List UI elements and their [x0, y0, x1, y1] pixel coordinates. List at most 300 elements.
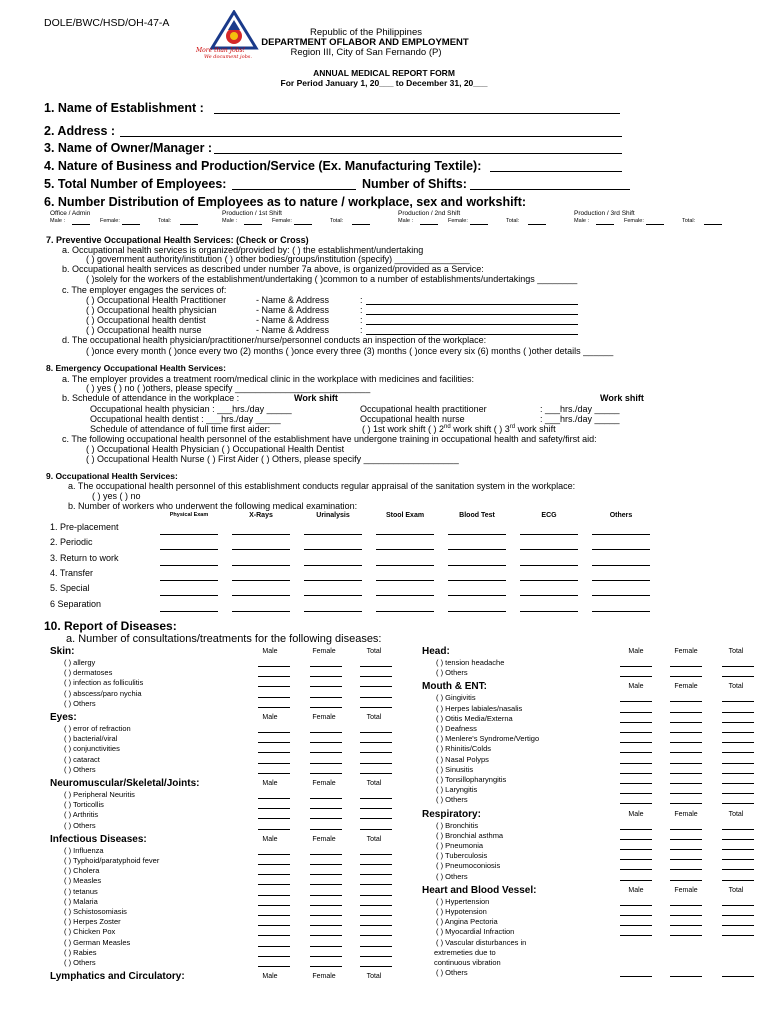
exam-input[interactable] — [376, 549, 434, 550]
disease-count-input[interactable] — [722, 793, 754, 794]
exam-input[interactable] — [448, 549, 506, 550]
exam-input[interactable] — [592, 534, 650, 535]
disease-count-input[interactable] — [722, 722, 754, 723]
disease-count-input[interactable] — [620, 742, 652, 743]
exam-input[interactable] — [448, 580, 506, 581]
disease-count-input[interactable] — [670, 742, 702, 743]
disease-item: ( ) Malaria — [64, 896, 98, 906]
disease-count-input[interactable] — [670, 666, 702, 667]
exam-row-label: 2. Periodic — [50, 537, 93, 548]
exam-input[interactable] — [448, 611, 506, 612]
exam-input[interactable] — [376, 565, 434, 566]
disease-count-input[interactable] — [620, 732, 652, 733]
disease-item: ( ) Herpes Zoster — [64, 917, 121, 927]
distribution-group-label: Office / Admin — [50, 210, 91, 217]
disease-count-input[interactable] — [310, 686, 342, 687]
disease-count-input[interactable] — [258, 742, 290, 743]
disease-count-input[interactable] — [670, 839, 702, 840]
exam-input[interactable] — [160, 565, 218, 566]
s7-name-address-4: - Name & Address — [256, 325, 330, 335]
disease-count-input[interactable] — [258, 864, 290, 865]
disease-count-input[interactable] — [310, 808, 342, 809]
disease-count-input[interactable] — [258, 829, 290, 830]
disease-count-input[interactable] — [310, 732, 342, 733]
disease-count-input[interactable] — [360, 935, 392, 936]
disease-count-input[interactable] — [620, 712, 652, 713]
disease-count-input[interactable] — [722, 752, 754, 753]
disease-item: ( ) Bronchitis — [436, 820, 479, 830]
disease-count-input[interactable] — [722, 935, 754, 936]
disease-count-input[interactable] — [620, 905, 652, 906]
disease-count-input[interactable] — [360, 686, 392, 687]
exam-input[interactable] — [448, 565, 506, 566]
disease-item: extremeties due to — [434, 947, 496, 957]
disease-item: ( ) Sinusitis — [436, 764, 474, 774]
disease-item: ( ) Gingivitis — [436, 693, 476, 703]
disease-item: ( ) Peripheral Neuritis — [64, 790, 135, 799]
disease-item: ( ) tetanus — [64, 886, 98, 896]
disease-count-input[interactable] — [310, 697, 342, 698]
disease-count-input[interactable] — [310, 966, 342, 967]
s7-colon-2: : — [360, 305, 363, 315]
exam-column-header: Others — [609, 512, 633, 519]
disease-item: ( ) Angina Pectoria — [436, 917, 498, 927]
disease-count-input[interactable] — [258, 905, 290, 906]
s8-dentist: Occupational health dentist : ___hrs./day _____ — [90, 414, 281, 424]
disease-count-input[interactable] — [620, 869, 652, 870]
disease-item: ( ) Menlere's Syndrome/Vertigo — [436, 734, 540, 744]
s7-name-input-1[interactable] — [366, 304, 578, 305]
disease-count-input[interactable] — [258, 732, 290, 733]
disease-count-input[interactable] — [258, 915, 290, 916]
disease-count-input[interactable] — [620, 849, 652, 850]
exam-input[interactable] — [376, 595, 434, 596]
exam-input[interactable] — [232, 580, 290, 581]
disease-count-input[interactable] — [258, 676, 290, 677]
disease-count-input[interactable] — [670, 905, 702, 906]
s8-c3: ( ) Occupational Health Nurse ( ) First Aider ( ) Others, please specify ___________________ — [86, 454, 459, 464]
s7-name-input-2[interactable] — [366, 314, 578, 315]
field-shifts-input[interactable] — [470, 189, 630, 190]
disease-count-input[interactable] — [360, 895, 392, 896]
disease-count-input[interactable] — [360, 742, 392, 743]
disease-count-input[interactable] — [310, 925, 342, 926]
disease-count-input[interactable] — [670, 676, 702, 677]
disease-count-input[interactable] — [360, 818, 392, 819]
disease-item: ( ) error of refraction — [64, 724, 131, 733]
field-address-input[interactable] — [120, 136, 622, 137]
exam-input[interactable] — [304, 611, 362, 612]
disease-count-input[interactable] — [722, 676, 754, 677]
disease-group-title: Infectious Diseases: — [50, 833, 147, 845]
exam-input[interactable] — [376, 611, 434, 612]
exam-input[interactable] — [232, 549, 290, 550]
exam-input[interactable] — [592, 595, 650, 596]
disease-count-input[interactable] — [722, 905, 754, 906]
disease-count-input[interactable] — [722, 880, 754, 881]
disease-count-input[interactable] — [722, 773, 754, 774]
disease-mft-header: Male — [628, 683, 644, 691]
disease-count-input[interactable] — [360, 905, 392, 906]
exam-input[interactable] — [232, 565, 290, 566]
disease-count-input[interactable] — [258, 874, 290, 875]
disease-count-input[interactable] — [722, 803, 754, 804]
exam-input[interactable] — [592, 565, 650, 566]
exam-input[interactable] — [160, 534, 218, 535]
disease-count-input[interactable] — [258, 956, 290, 957]
disease-item: ( ) Others — [436, 795, 468, 805]
distribution-input[interactable] — [294, 224, 312, 225]
disease-mft-header: Male — [262, 780, 278, 787]
disease-count-input[interactable] — [722, 732, 754, 733]
disease-count-input[interactable] — [258, 966, 290, 967]
disease-count-input[interactable] — [310, 874, 342, 875]
disease-group-title: Head: — [422, 646, 450, 657]
disease-count-input[interactable] — [258, 884, 290, 885]
disease-count-input[interactable] — [722, 859, 754, 860]
exam-input[interactable] — [592, 549, 650, 550]
disease-count-input[interactable] — [620, 666, 652, 667]
disease-count-input[interactable] — [722, 783, 754, 784]
disease-count-input[interactable] — [360, 763, 392, 764]
distribution-input[interactable] — [72, 224, 90, 225]
disease-count-input[interactable] — [310, 742, 342, 743]
field-distribution-label: 6. Number Distribution of Employees as to nature / workplace, sex and workshift: — [44, 195, 527, 209]
disease-count-input[interactable] — [360, 752, 392, 753]
disease-item: ( ) infection as folliculitis — [64, 678, 144, 688]
disease-count-input[interactable] — [310, 854, 342, 855]
disease-count-input[interactable] — [310, 935, 342, 936]
disease-count-input[interactable] — [360, 808, 392, 809]
disease-count-input[interactable] — [620, 752, 652, 753]
distribution-sub-label: Male : — [574, 218, 589, 224]
disease-count-input[interactable] — [722, 849, 754, 850]
exam-input[interactable] — [304, 549, 362, 550]
distribution-input[interactable] — [122, 224, 140, 225]
disease-count-input[interactable] — [670, 849, 702, 850]
s8-work-shift-1: Work shift — [294, 393, 338, 403]
disease-item: ( ) Laryngitis — [436, 785, 478, 795]
disease-mft-header: Total — [728, 810, 744, 818]
exam-input[interactable] — [304, 580, 362, 581]
s9-title: 9. Occupational Health Services: — [46, 471, 178, 481]
disease-item: ( ) Typhoid/paratyphoid fever — [64, 856, 160, 865]
disease-count-input[interactable] — [670, 722, 702, 723]
disease-count-input[interactable] — [620, 829, 652, 830]
distribution-sub-label: Male : — [398, 218, 413, 224]
distribution-input[interactable] — [646, 224, 664, 225]
exam-input[interactable] — [376, 534, 434, 535]
disease-count-input[interactable] — [360, 925, 392, 926]
s8-first-aider: Schedule of attendance of full time first aider: — [90, 424, 271, 434]
disease-count-input[interactable] — [670, 803, 702, 804]
disease-count-input[interactable] — [722, 829, 754, 830]
disease-count-input[interactable] — [360, 798, 392, 799]
exam-input[interactable] — [520, 611, 578, 612]
disease-count-input[interactable] — [670, 915, 702, 916]
exam-input[interactable] — [520, 534, 578, 535]
s7-a2: ( ) government authority/institution ( ) other bodies/groups/institution (specify) _______________ — [86, 254, 470, 264]
disease-count-input[interactable] — [670, 869, 702, 870]
disease-item: ( ) conjunctivities — [64, 744, 120, 754]
disease-count-input[interactable] — [258, 946, 290, 947]
exam-column-header: X-Rays — [249, 512, 273, 519]
disease-count-input[interactable] — [360, 864, 392, 865]
disease-count-input[interactable] — [620, 935, 652, 936]
distribution-input[interactable] — [470, 224, 488, 225]
disease-count-input[interactable] — [258, 925, 290, 926]
disease-group-title: Eyes: — [50, 712, 77, 723]
disease-item: ( ) Deafness — [436, 724, 477, 733]
disease-count-input[interactable] — [670, 701, 702, 702]
disease-count-input[interactable] — [310, 752, 342, 753]
disease-count-input[interactable] — [670, 712, 702, 713]
disease-item: ( ) Hypotension — [436, 907, 487, 916]
disease-mft-header: Male — [262, 714, 278, 721]
disease-count-input[interactable] — [670, 752, 702, 753]
s8-practitioner: Occupational health practitioner — [360, 404, 487, 414]
disease-count-input[interactable] — [360, 915, 392, 916]
disease-count-input[interactable] — [722, 701, 754, 702]
exam-input[interactable] — [520, 580, 578, 581]
disease-count-input[interactable] — [360, 697, 392, 698]
s7-d1: d. The occupational health physician/practitioner/nurse/personnel conducts an inspection of the workplace: — [62, 335, 487, 345]
disease-count-input[interactable] — [670, 783, 702, 784]
field-nature-input[interactable] — [490, 171, 622, 172]
distribution-input[interactable] — [180, 224, 198, 225]
exam-input[interactable] — [592, 611, 650, 612]
disease-count-input[interactable] — [310, 829, 342, 830]
disease-mft-header: Total — [728, 648, 744, 655]
disease-count-input[interactable] — [310, 905, 342, 906]
disease-count-input[interactable] — [620, 976, 652, 977]
distribution-sub-label: Female: — [624, 218, 644, 224]
disease-item: ( ) Schistosomiasis — [64, 907, 127, 916]
exam-input[interactable] — [232, 611, 290, 612]
disease-item: ( ) Measles — [64, 876, 102, 886]
distribution-group-label: Production / 2nd Shift — [398, 210, 461, 217]
disease-count-input[interactable] — [620, 701, 652, 702]
disease-count-input[interactable] — [310, 707, 342, 708]
s7-name-input-3[interactable] — [366, 324, 578, 325]
disease-count-input[interactable] — [620, 763, 652, 764]
disease-count-input[interactable] — [360, 732, 392, 733]
disease-count-input[interactable] — [310, 895, 342, 896]
exam-input[interactable] — [448, 595, 506, 596]
disease-count-input[interactable] — [360, 884, 392, 885]
field-owner-label: 3. Name of Owner/Manager : — [44, 141, 213, 155]
disease-item: ( ) Herpes labiales/nasalis — [436, 703, 523, 713]
exam-input[interactable] — [232, 595, 290, 596]
disease-item: ( ) Rabies — [64, 947, 97, 957]
disease-count-input[interactable] — [620, 783, 652, 784]
disease-count-input[interactable] — [620, 803, 652, 804]
form-title: ANNUAL MEDICAL REPORT FORM — [313, 68, 455, 78]
disease-count-input[interactable] — [620, 915, 652, 916]
disease-count-input[interactable] — [670, 773, 702, 774]
disease-item: ( ) Influenza — [64, 845, 104, 855]
disease-count-input[interactable] — [722, 869, 754, 870]
disease-item: ( ) Others — [436, 968, 468, 978]
disease-count-input[interactable] — [670, 859, 702, 860]
disease-count-input[interactable] — [310, 946, 342, 947]
disease-count-input[interactable] — [620, 839, 652, 840]
disease-count-input[interactable] — [360, 676, 392, 677]
disease-count-input[interactable] — [360, 946, 392, 947]
disease-count-input[interactable] — [722, 915, 754, 916]
disease-count-input[interactable] — [670, 976, 702, 977]
s9-a1: a. The occupational health personnel of this establishment conducts regular appraisal of the sanitation system in the workplace: — [68, 481, 576, 491]
field-establishment-input[interactable] — [214, 113, 620, 114]
distribution-input[interactable] — [528, 224, 546, 225]
s7-colon-4: : — [360, 325, 363, 335]
s10-title: 10. Report of Diseases: — [44, 619, 177, 633]
disease-count-input[interactable] — [310, 818, 342, 819]
exam-input[interactable] — [160, 595, 218, 596]
exam-input[interactable] — [304, 565, 362, 566]
s8-practitioner-hrs: : ___hrs./day _____ — [540, 404, 620, 414]
exam-input[interactable] — [232, 534, 290, 535]
disease-item: ( ) Others — [64, 764, 96, 774]
disease-count-input[interactable] — [620, 722, 652, 723]
exam-column-header: Physical Exam — [169, 512, 209, 518]
disease-count-input[interactable] — [620, 859, 652, 860]
distribution-input[interactable] — [704, 224, 722, 225]
disease-item: ( ) Bronchial asthma — [436, 830, 504, 840]
disease-mft-header: Female — [312, 780, 336, 787]
disease-count-input[interactable] — [670, 763, 702, 764]
distribution-sub-label: Total: — [506, 218, 520, 224]
disease-count-input[interactable] — [670, 880, 702, 881]
field-owner-input[interactable] — [214, 153, 622, 154]
disease-group-title: Respiratory: — [422, 808, 481, 820]
disease-item: ( ) Nasal Polyps — [436, 754, 489, 764]
disease-count-input[interactable] — [360, 966, 392, 967]
disease-count-input[interactable] — [310, 915, 342, 916]
disease-count-input[interactable] — [258, 697, 290, 698]
disease-count-input[interactable] — [620, 880, 652, 881]
distribution-sub-label: Female: — [272, 218, 292, 224]
distribution-input[interactable] — [352, 224, 370, 225]
disease-count-input[interactable] — [670, 732, 702, 733]
disease-count-input[interactable] — [360, 666, 392, 667]
disease-count-input[interactable] — [310, 956, 342, 957]
disease-count-input[interactable] — [258, 808, 290, 809]
disease-item: ( ) Hypertension — [436, 896, 490, 906]
disease-count-input[interactable] — [722, 712, 754, 713]
field-total-employees-input[interactable] — [232, 189, 356, 190]
disease-count-input[interactable] — [258, 798, 290, 799]
disease-count-input[interactable] — [722, 976, 754, 977]
exam-input[interactable] — [376, 580, 434, 581]
exam-input[interactable] — [160, 580, 218, 581]
disease-count-input[interactable] — [360, 707, 392, 708]
disease-item: ( ) German Measles — [64, 937, 131, 947]
distribution-input[interactable] — [596, 224, 614, 225]
disease-count-input[interactable] — [310, 884, 342, 885]
disease-count-input[interactable] — [258, 935, 290, 936]
disease-count-input[interactable] — [310, 798, 342, 799]
s7-title: 7. Preventive Occupational Health Services: (Check or Cross) — [46, 235, 309, 245]
disease-mft-header: Total — [366, 835, 382, 843]
disease-count-input[interactable] — [310, 666, 342, 667]
exam-input[interactable] — [448, 534, 506, 535]
disease-count-input[interactable] — [360, 829, 392, 830]
disease-count-input[interactable] — [620, 773, 652, 774]
disease-count-input[interactable] — [620, 676, 652, 677]
disease-count-input[interactable] — [722, 839, 754, 840]
disease-item: ( ) Otitis Media/Externa — [436, 713, 513, 723]
s8-nurse-hrs: : ___hrs./day _____ — [540, 414, 620, 424]
disease-count-input[interactable] — [722, 742, 754, 743]
disease-count-input[interactable] — [310, 773, 342, 774]
disease-count-input[interactable] — [670, 793, 702, 794]
s8-shift-options[interactable]: ( ) 1st work shift ( ) 2nd work shift ( ) 3rd work shift — [362, 424, 556, 434]
disease-count-input[interactable] — [258, 763, 290, 764]
disease-count-input[interactable] — [258, 686, 290, 687]
disease-count-input[interactable] — [722, 666, 754, 667]
exam-input[interactable] — [304, 534, 362, 535]
disease-item: ( ) Pneumonia — [436, 841, 484, 850]
disease-item: ( ) abscess/paro nychia — [64, 688, 142, 698]
exam-input[interactable] — [520, 595, 578, 596]
field-nature-label: 4. Nature of Business and Production/Service (Ex. Manufacturing Textile): — [44, 159, 482, 173]
disease-count-input[interactable] — [310, 864, 342, 865]
disease-item: ( ) Others — [436, 871, 468, 881]
disease-item: ( ) Vascular disturbances in — [436, 937, 527, 947]
disease-count-input[interactable] — [310, 676, 342, 677]
exam-input[interactable] — [160, 611, 218, 612]
disease-mft-header: Total — [366, 973, 382, 981]
exam-input[interactable] — [304, 595, 362, 596]
disease-count-input[interactable] — [258, 707, 290, 708]
distribution-group-label: Production / 1st Shift — [222, 210, 282, 217]
exam-input[interactable] — [160, 549, 218, 550]
exam-input[interactable] — [520, 565, 578, 566]
disease-count-input[interactable] — [360, 956, 392, 957]
disease-count-input[interactable] — [722, 925, 754, 926]
disease-item: ( ) Cholera — [64, 866, 100, 876]
disease-mft-header: Female — [312, 835, 336, 843]
disease-count-input[interactable] — [258, 752, 290, 753]
disease-count-input[interactable] — [722, 763, 754, 764]
disease-count-input[interactable] — [258, 818, 290, 819]
disease-count-input[interactable] — [620, 925, 652, 926]
disease-count-input[interactable] — [670, 935, 702, 936]
disease-count-input[interactable] — [670, 829, 702, 830]
disease-mft-header: Female — [674, 886, 698, 894]
disease-count-input[interactable] — [310, 763, 342, 764]
disease-mft-header: Total — [728, 886, 744, 894]
disease-count-input[interactable] — [360, 874, 392, 875]
disease-mft-header: Female — [312, 714, 336, 721]
distribution-sub-label: Total: — [682, 218, 696, 224]
exam-input[interactable] — [520, 549, 578, 550]
s7-a1: a. Occupational health services is organized/provided by: ( ) the establishment/undertaking — [62, 245, 424, 255]
distribution-input[interactable] — [244, 224, 262, 225]
disease-count-input[interactable] — [258, 854, 290, 855]
disease-count-input[interactable] — [258, 773, 290, 774]
disease-count-input[interactable] — [360, 773, 392, 774]
exam-input[interactable] — [592, 580, 650, 581]
distribution-input[interactable] — [420, 224, 438, 225]
disease-count-input[interactable] — [258, 666, 290, 667]
disease-count-input[interactable] — [360, 854, 392, 855]
disease-item: ( ) Myocardial Infraction — [436, 927, 515, 937]
disease-count-input[interactable] — [670, 925, 702, 926]
disease-count-input[interactable] — [258, 895, 290, 896]
disease-count-input[interactable] — [620, 793, 652, 794]
